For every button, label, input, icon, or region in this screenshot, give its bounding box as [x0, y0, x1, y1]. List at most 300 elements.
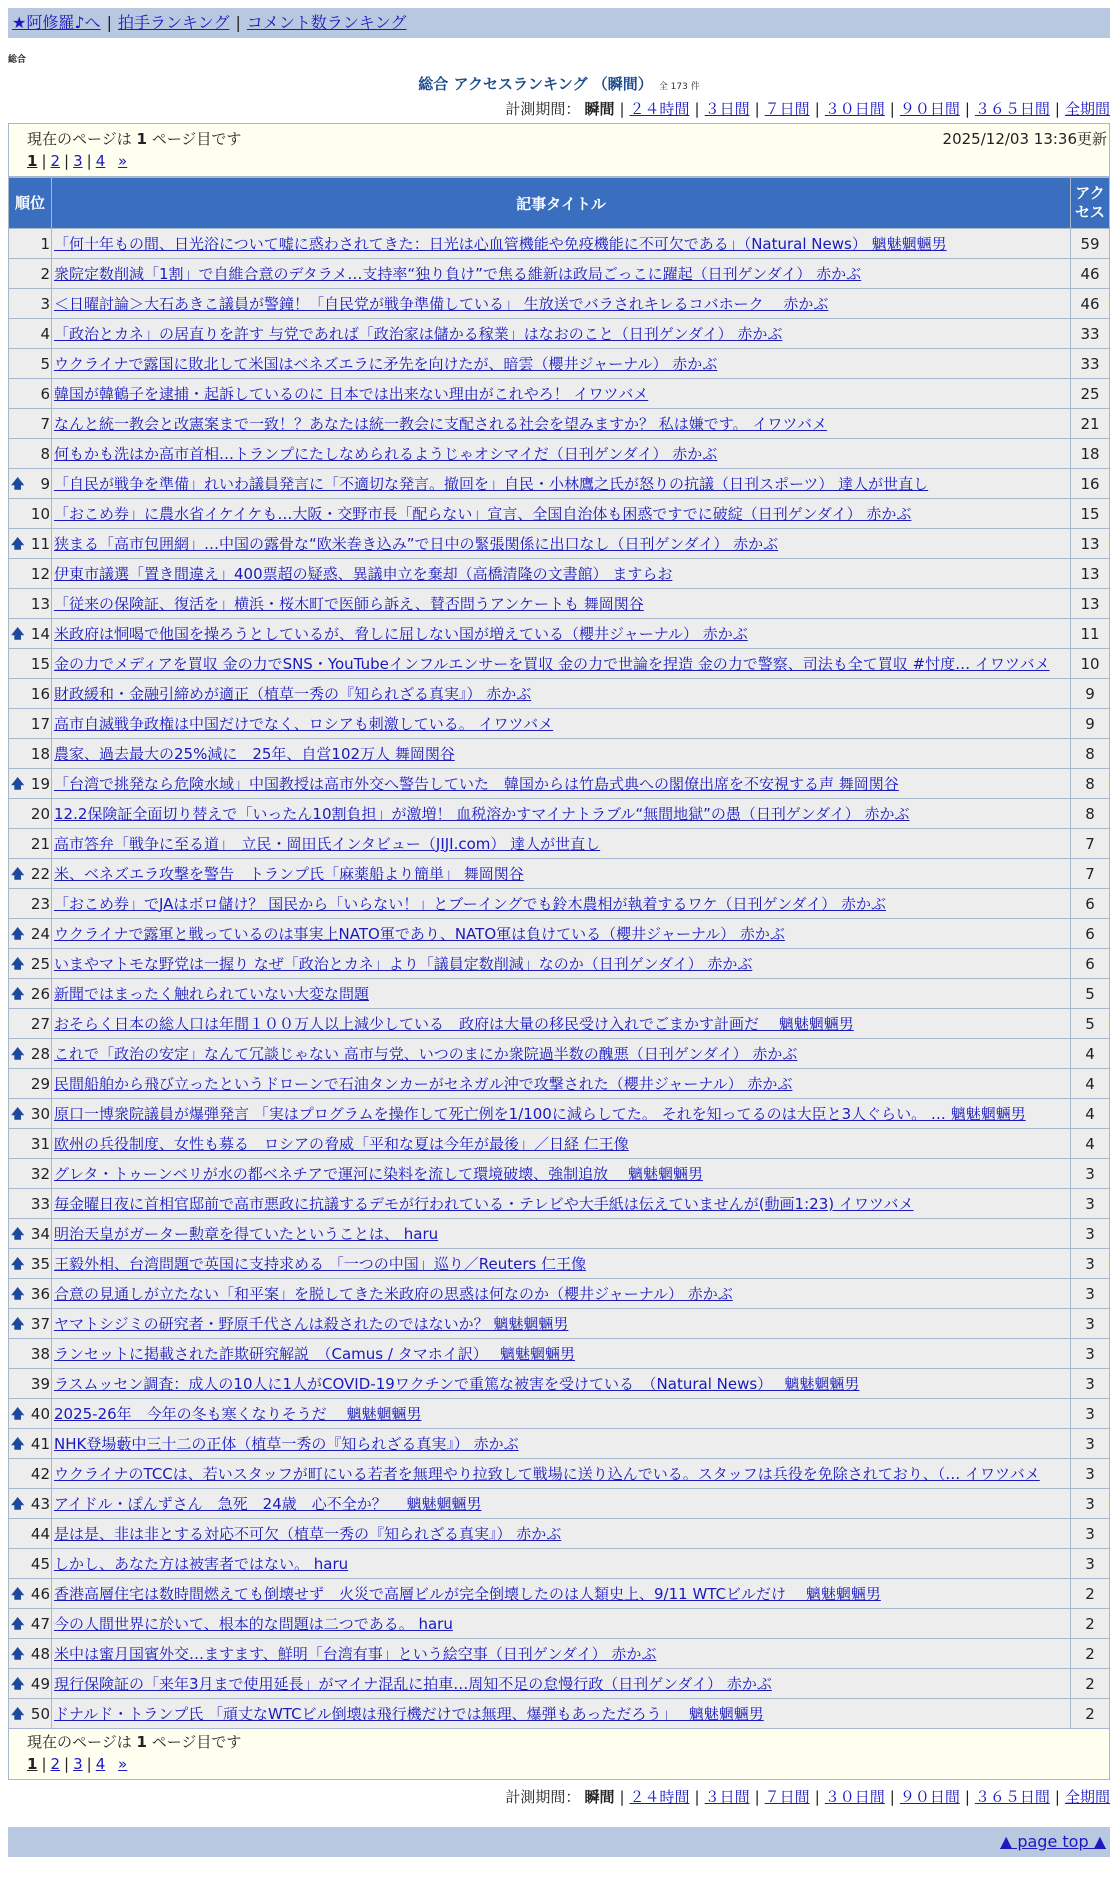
access-count: 18 [1071, 439, 1109, 468]
rank-cell [9, 859, 51, 888]
rank-number: 3 [40, 294, 50, 313]
rank-number: 21 [30, 834, 50, 853]
access-count: 9 [1071, 709, 1109, 738]
title-cell [52, 1099, 1070, 1128]
nav-separator: | [235, 13, 241, 32]
rank-cell [9, 259, 51, 288]
article-link[interactable]: ドナルド・トランプ氏 「頑丈なWTCビル倒壊は飛行機だけでは無理、爆弾もあっただろう」 魑魅魍魎男 [54, 1704, 764, 1723]
rank-cell [9, 1099, 51, 1128]
access-count: 3 [1071, 1369, 1109, 1398]
rank-cell [9, 469, 51, 498]
access-count: 3 [1071, 1459, 1109, 1488]
rank-cell [9, 1219, 51, 1248]
rank-cell [9, 1699, 51, 1728]
article-link[interactable]: しかし、あなた方は被害者ではない。 haru [54, 1554, 349, 1573]
rank-number: 41 [30, 1434, 50, 1453]
period-selector-top: 計測期間： 瞬間 | ２４時間 | ３日間 | ７日間 | ３０日間 | ９０日間 | ３６５日間 | 全期間 [505, 100, 1110, 118]
rank-number: 30 [30, 1104, 50, 1123]
title-cell [52, 1429, 1070, 1458]
rank-cell [9, 679, 51, 708]
table-row [9, 1189, 1109, 1218]
rank-number: 31 [30, 1134, 50, 1153]
title-cell [52, 439, 1070, 468]
access-count: 13 [1071, 589, 1109, 618]
rank-cell [9, 1429, 51, 1458]
rank-cell [9, 829, 51, 858]
rank-number: 23 [30, 894, 50, 913]
rank-up-arrow-icon: 🡅 [11, 536, 25, 552]
rank-cell [9, 1459, 51, 1488]
rank-number: 37 [30, 1314, 50, 1333]
title-cell [52, 859, 1070, 888]
table-row [9, 259, 1109, 288]
article-link[interactable]: 香港高層住宅は数時間燃えても倒壊せず 火災で高層ビルが完全倒壊したのは人類史上、9/11 WTCビルだけ 魑魅魍魎男 [54, 1584, 881, 1603]
rank-cell [9, 499, 51, 528]
article-link[interactable]: 衆院定数削減「1割」で自維合意のデタラメ…支持率“独り負け”で焦る維新は政局ごっこに躍起（日刊ゲンダイ） 赤かぶ [54, 264, 862, 283]
table-row [9, 889, 1109, 918]
article-link[interactable]: 「おこめ券」に農水省イケイケも…大阪・交野市長「配らない」宣言、全国自治体も困惑ですでに破綻（日刊ゲンダイ） 赤かぶ [54, 504, 912, 523]
table-row [9, 679, 1109, 708]
article-link[interactable]: ウクライナで露国に敗北して米国はベネズエラに矛先を向けたが、暗雲（櫻井ジャーナル） 赤かぶ [54, 354, 718, 373]
article-link[interactable]: 金の力でメディアを買収 金の力でSNS・YouTubeインフルエンサーを買収 金の力で世論を捏造 金の力で警察、司法も全て買収 #忖度… イワツバメ [54, 654, 1050, 673]
rank-cell [9, 589, 51, 618]
access-count: 33 [1071, 319, 1109, 348]
title-cell [52, 529, 1070, 558]
rank-cell [9, 889, 51, 918]
access-count: 3 [1071, 1249, 1109, 1278]
rank-up-arrow-icon: 🡅 [11, 776, 25, 792]
title-cell [52, 1399, 1070, 1428]
title-cell [52, 319, 1070, 348]
table-row [9, 1429, 1109, 1458]
rank-number: 11 [30, 534, 50, 553]
table-row [9, 319, 1109, 348]
rank-cell [9, 409, 51, 438]
article-link[interactable]: 財政緩和・金融引締めが適正（植草一秀の『知られざる真実』） 赤かぶ [54, 684, 532, 703]
access-count: 11 [1071, 619, 1109, 648]
article-link[interactable]: ヤマトシジミの研究者・野原千代さんは殺されたのではないか？ 魑魅魍魎男 [54, 1314, 569, 1333]
period-link-24h[interactable]: ２４時間 [629, 1788, 690, 1806]
rank-cell [9, 949, 51, 978]
rank-cell [9, 1369, 51, 1398]
table-row [9, 409, 1109, 438]
article-link[interactable]: ラスムッセン調査：成人の10人に1人がCOVID-19ワクチンで重篤な被害を受けている （Natural News） 魑魅魍魎男 [54, 1374, 860, 1393]
rank-cell [9, 1159, 51, 1188]
rank-number: 19 [30, 774, 50, 793]
rank-number: 9 [40, 474, 50, 493]
rank-cell [9, 319, 51, 348]
table-row [9, 769, 1109, 798]
title-cell [52, 1189, 1070, 1218]
article-link[interactable]: ウクライナで露軍と戦っているのは事実上NATO軍であり、NATO軍は負けている（櫻井ジャーナル） 赤かぶ [54, 924, 785, 943]
title-cell [52, 1669, 1070, 1698]
article-link[interactable]: 韓国が韓鶴子を逮捕・起訴しているのに 日本では出来ない理由がこれやろ！ イワツバメ [54, 384, 649, 403]
rank-number: 34 [30, 1224, 50, 1243]
rank-cell [9, 619, 51, 648]
page-link-4[interactable]: 4 [95, 152, 106, 170]
access-count: 3 [1071, 1279, 1109, 1308]
access-count: 33 [1071, 349, 1109, 378]
period-link-90d[interactable]: ９０日間 [899, 1788, 960, 1806]
rank-number: 43 [30, 1494, 50, 1513]
page-link-2[interactable]: 2 [50, 152, 61, 170]
access-count: 5 [1071, 1009, 1109, 1038]
period-link-all[interactable]: 全期間 [1064, 100, 1110, 118]
rank-number: 10 [30, 504, 50, 523]
rank-cell [9, 1129, 51, 1158]
rank-number: 44 [30, 1524, 50, 1543]
rank-number: 35 [30, 1254, 50, 1273]
period-link-30d[interactable]: ３０日間 [824, 100, 885, 118]
period-link-90d[interactable]: ９０日間 [899, 100, 960, 118]
rank-number: 47 [30, 1614, 50, 1633]
access-count: 3 [1071, 1189, 1109, 1218]
table-row [9, 1099, 1109, 1128]
access-count: 3 [1071, 1219, 1109, 1248]
rank-number: 6 [40, 384, 50, 403]
ranking-heading [8, 73, 1110, 94]
period-link-3d[interactable]: ３日間 [704, 100, 750, 118]
title-cell [52, 349, 1070, 378]
rank-number: 28 [30, 1044, 50, 1063]
title-cell [52, 979, 1070, 1008]
rank-cell [9, 289, 51, 318]
table-row [9, 979, 1109, 1008]
article-link[interactable]: NHK登場藪中三十二の正体（植草一秀の『知られざる真実』） 赤かぶ [54, 1434, 519, 1453]
title-cell [52, 1699, 1070, 1728]
page-links: 1 | 2 | 3 | 4 » [27, 152, 128, 170]
article-link[interactable]: 「何十年もの間、日光浴について嘘に惑わされてきた：日光は心血管機能や免疫機能に不可欠である」（Natural News） 魑魅魍魎男 [54, 234, 947, 253]
article-link[interactable]: 民間船舶から飛び立ったというドローンで石油タンカーがセネガル沖で攻撃された（櫻井ジャーナル） 赤かぶ [54, 1074, 793, 1093]
title-cell [52, 619, 1070, 648]
article-link[interactable]: おそらく日本の総人口は年間１００万人以上減少している 政府は大量の移民受け入れでごまかす計画だ 魑魅魍魎男 [54, 1014, 854, 1033]
rank-number: 26 [30, 984, 50, 1003]
table-row [9, 1069, 1109, 1098]
access-count: 9 [1071, 679, 1109, 708]
table-row [9, 499, 1109, 528]
page-next-link[interactable]: » [118, 152, 128, 170]
rank-up-arrow-icon: 🡅 [11, 1226, 25, 1242]
article-link[interactable]: ＜日曜討論＞大石あきこ議員が警鐘！「自民党が戦争準備している」 生放送でバラされキレるコバホーク 赤かぶ [54, 294, 829, 313]
rank-up-arrow-icon: 🡅 [11, 476, 25, 492]
article-link[interactable]: 12.2保険証全面切り替えで「いったん10割負担」が激増！ 血税溶かすマイナトラブル“無間地獄”の愚（日刊ゲンダイ） 赤かぶ [54, 804, 910, 823]
period-link-365d[interactable]: ３６５日間 [974, 1788, 1050, 1806]
table-row [9, 229, 1109, 258]
title-cell [52, 1519, 1070, 1548]
title-cell [52, 679, 1070, 708]
rank-number: 18 [30, 744, 50, 763]
page-top-link[interactable]: ▲ page top ▲ [999, 1832, 1106, 1851]
access-count: 8 [1071, 769, 1109, 798]
rank-number: 5 [40, 354, 50, 373]
access-count: 8 [1071, 799, 1109, 828]
table-row [9, 799, 1109, 828]
header-rank: 順位 [9, 178, 51, 228]
article-link[interactable]: 狭まる「高市包囲網」…中国の露骨な“欧米巻き込み”で日中の緊張関係に出口なし（日刊ゲンダイ） 赤かぶ [54, 534, 779, 553]
access-count: 2 [1071, 1639, 1109, 1668]
title-cell [52, 739, 1070, 768]
current-page-text: 現在のページは 1 ページ目です [27, 1733, 242, 1751]
article-link[interactable]: 明治天皇がガーター勲章を得ていたということは、 haru [54, 1224, 439, 1243]
comment-ranking-link[interactable]: コメント数ランキング [246, 13, 407, 32]
rank-number: 42 [30, 1464, 50, 1483]
table-row [9, 1609, 1109, 1638]
table-row [9, 1699, 1109, 1728]
article-link[interactable]: 米中は蜜月国賓外交…ますます、鮮明「台湾有事」という絵空事（日刊ゲンダイ） 赤かぶ [54, 1644, 657, 1663]
access-count: 59 [1071, 229, 1109, 258]
rank-number: 20 [30, 804, 50, 823]
article-link[interactable]: なんと統一教会と改憲案まで一致！？あなたは統一教会に支配される社会を望みますか？ 私は嫌です。 イワツバメ [54, 414, 828, 433]
title-cell [52, 1159, 1070, 1188]
access-count: 8 [1071, 739, 1109, 768]
article-link[interactable]: 農家、過去最大の25%減に 25年、自営102万人 舞岡関谷 [54, 744, 455, 763]
access-count: 7 [1071, 829, 1109, 858]
article-link[interactable]: 「政治とカネ」の居直りを許す 与党であれば「政治家は儲かる稼業」はなおのこと（日刊ゲンダイ） 赤かぶ [54, 324, 783, 343]
period-link-365d[interactable]: ３６５日間 [974, 100, 1050, 118]
title-cell [52, 829, 1070, 858]
table-row [9, 1459, 1109, 1488]
pagination-bottom [8, 1729, 1110, 1780]
article-link[interactable]: 「従来の保険証、復活を」横浜・桜木町で医師ら訴え、賛否問うアンケートも 舞岡関谷 [54, 594, 644, 613]
article-link[interactable]: 何もかも洗はか高市首相…トランプにたしなめられるようじゃオシマイだ（日刊ゲンダイ） 赤かぶ [54, 444, 718, 463]
rank-number: 16 [30, 684, 50, 703]
table-row [9, 1279, 1109, 1308]
rank-number: 50 [30, 1704, 50, 1723]
article-link[interactable]: グレタ・トゥーンベリが水の都ベネチアで運河に染料を流して環境破壊、強制追放 魑魅魍魎男 [54, 1164, 703, 1183]
rank-number: 8 [40, 444, 50, 463]
article-link[interactable]: 2025-26年 今年の冬も寒くなりそうだ 魑魅魍魎男 [54, 1404, 422, 1423]
article-link[interactable]: 原口一博衆院議員が爆弾発言 「実はプログラムを操作して死亡例を1/100に減らしてた。 それを知ってるのは大臣と3人ぐらい。 … 魑魅魍魎男 [54, 1104, 1026, 1123]
rank-cell [9, 1309, 51, 1338]
table-row [9, 1369, 1109, 1398]
rank-number: 12 [30, 564, 50, 583]
table-row [9, 1489, 1109, 1518]
title-cell [52, 1219, 1070, 1248]
page-link-3[interactable]: 3 [73, 152, 83, 170]
article-link[interactable]: 米政府は恫喝で他国を操ろうとしているが、脅しに屈しない国が増えている（櫻井ジャーナル） 赤かぶ [54, 624, 748, 643]
page-links: 1 | 2 | 3 | 4 » [27, 1755, 128, 1773]
page-link-4[interactable]: 4 [95, 1755, 106, 1773]
ranking-table [8, 177, 1110, 1729]
title-cell [52, 769, 1070, 798]
title-cell [52, 1369, 1070, 1398]
table-row [9, 649, 1109, 678]
rank-up-arrow-icon: 🡅 [11, 1406, 25, 1422]
access-count: 13 [1071, 559, 1109, 588]
access-count: 2 [1071, 1699, 1109, 1728]
period-selector-bottom: 計測期間： 瞬間 | ２４時間 | ３日間 | ７日間 | ３０日間 | ９０日間 | ３６５日間 | 全期間 [505, 1788, 1110, 1806]
table-row [9, 1399, 1109, 1428]
title-cell [52, 1459, 1070, 1488]
article-link[interactable]: 合意の見通しが立たない「和平案」を脱してきた米政府の思惑は何なのか（櫻井ジャーナル） 赤かぶ [54, 1284, 733, 1303]
rank-number: 49 [30, 1674, 50, 1693]
page-title: 総合 アクセスランキング （瞬間） [418, 75, 653, 93]
title-cell [52, 229, 1070, 258]
access-count: 3 [1071, 1429, 1109, 1458]
rank-up-arrow-icon: 🡅 [11, 1676, 25, 1692]
page [8, 8, 1110, 1857]
rank-cell [9, 1579, 51, 1608]
rank-cell [9, 979, 51, 1008]
article-link[interactable]: 「自民が戦争を準備」れいわ議員発言に「不適切な発言。撤回を」自民・小林鷹之氏が怒りの抗議（日刊スポーツ） 達人が世直し [54, 474, 929, 493]
article-link[interactable]: ランセットに掲載された詐欺研究解説 （Camus / タマホイ訳） 魑魅魍魎男 [54, 1344, 575, 1363]
table-row [9, 1339, 1109, 1368]
rank-cell [9, 349, 51, 378]
rank-cell [9, 1549, 51, 1578]
article-link[interactable]: いまやマトモな野党は一握り なぜ「政治とカネ」より「議員定数削減」なのか（日刊ゲンダイ） 赤かぶ [54, 954, 753, 973]
table-row [9, 1669, 1109, 1698]
rank-cell [9, 1249, 51, 1278]
rank-cell [9, 1399, 51, 1428]
article-link[interactable]: 「台湾で挑発なら危険水域」中国教授は高市外交へ警告していた 韓国からは竹島式典への閣僚出席を不安視する声 舞岡関谷 [54, 774, 899, 793]
period-link-7d[interactable]: ７日間 [764, 100, 810, 118]
rank-number: 39 [30, 1374, 50, 1393]
title-cell [52, 1609, 1070, 1638]
access-count: 10 [1071, 649, 1109, 678]
table-row [9, 559, 1109, 588]
table-row [9, 379, 1109, 408]
title-cell [52, 1249, 1070, 1278]
rank-cell [9, 1519, 51, 1548]
rank-number: 22 [30, 864, 50, 883]
title-cell [52, 919, 1070, 948]
rank-number: 27 [30, 1014, 50, 1033]
access-count: 46 [1071, 289, 1109, 318]
access-count: 3 [1071, 1549, 1109, 1578]
table-row [9, 289, 1109, 318]
table-row [9, 1549, 1109, 1578]
rank-cell [9, 1009, 51, 1038]
rank-cell [9, 1339, 51, 1368]
rank-cell [9, 1489, 51, 1518]
page-link-2[interactable]: 2 [50, 1755, 61, 1773]
title-cell [52, 709, 1070, 738]
table-row [9, 589, 1109, 618]
title-cell [52, 649, 1070, 678]
access-count: 6 [1071, 949, 1109, 978]
access-count: 2 [1071, 1609, 1109, 1638]
access-count: 25 [1071, 379, 1109, 408]
rank-cell [9, 1279, 51, 1308]
rank-number: 36 [30, 1284, 50, 1303]
article-link[interactable]: 是は是、非は非とする対応不可欠（植草一秀の『知られざる真実』） 赤かぶ [54, 1524, 562, 1543]
access-count: 2 [1071, 1669, 1109, 1698]
total-count: 全 173 件 [658, 82, 700, 92]
article-link[interactable]: 新聞ではまったく触れられていない大変な問題 [54, 984, 370, 1003]
access-count: 15 [1071, 499, 1109, 528]
article-link[interactable]: 米、ベネズエラ攻撃を警告 トランプ氏「麻薬船より簡単」 舞岡関谷 [54, 864, 524, 883]
title-cell [52, 1639, 1070, 1668]
access-count: 21 [1071, 409, 1109, 438]
table-row [9, 919, 1109, 948]
rank-number: 29 [30, 1074, 50, 1093]
rank-cell [9, 799, 51, 828]
title-cell [52, 1039, 1070, 1068]
rank-up-arrow-icon: 🡅 [11, 1616, 25, 1632]
access-count: 3 [1071, 1339, 1109, 1368]
article-link[interactable]: 現行保険証の「来年3月まで使用延長」がマイナ混乱に拍車…周知不足の怠慢行政（日刊ゲンダイ） 赤かぶ [54, 1674, 772, 1693]
rank-cell [9, 649, 51, 678]
rank-cell [9, 709, 51, 738]
period-current: 瞬間 [584, 1788, 615, 1806]
rank-up-arrow-icon: 🡅 [11, 1496, 25, 1512]
rank-cell [9, 1069, 51, 1098]
page-current: 1 [27, 1755, 38, 1773]
article-link[interactable]: 欧州の兵役制度、女性も募る ロシアの脅威「平和な夏は今年が最後」／日経 仁王像 [54, 1134, 629, 1153]
footer-bar [8, 1827, 1110, 1857]
period-link-7d[interactable]: ７日間 [764, 1788, 810, 1806]
rank-up-arrow-icon: 🡅 [11, 986, 25, 1002]
rank-cell [9, 1189, 51, 1218]
article-link[interactable]: 高市答弁「戦争に至る道」 立民・岡田氏インタビュー（JIJI.com） 達人が世直し [54, 834, 601, 853]
title-cell [52, 409, 1070, 438]
page-link-3[interactable]: 3 [73, 1755, 83, 1773]
nav-separator: | [106, 13, 112, 32]
article-link[interactable]: 高市自滅戦争政権は中国だけでなく、ロシアも刺激している。 イワツバメ [54, 714, 554, 733]
article-link[interactable]: 今の人間世界に於いて、根本的な問題は二つである。 haru [54, 1614, 453, 1633]
period-link-all[interactable]: 全期間 [1064, 1788, 1110, 1806]
access-count: 4 [1071, 1129, 1109, 1158]
rank-number: 32 [30, 1164, 50, 1183]
rank-number: 1 [40, 234, 50, 253]
page-current: 1 [27, 152, 38, 170]
article-link[interactable]: アイドル・ぽんずさん 急死 24歳 心不全か？ 魑魅魍魎男 [54, 1494, 482, 1513]
header-access: アクセス [1071, 178, 1109, 228]
rank-up-arrow-icon: 🡅 [11, 1106, 25, 1122]
rank-number: 33 [30, 1194, 50, 1213]
title-cell [52, 1069, 1070, 1098]
title-cell [52, 1489, 1070, 1518]
period-label: 計測期間： [505, 100, 581, 118]
table-row [9, 709, 1109, 738]
rank-cell [9, 439, 51, 468]
article-link[interactable]: これで「政治の安定」なんて冗談じゃない 高市与党、いつのまにか衆院過半数の醜悪（日刊ゲンダイ） 赤かぶ [54, 1044, 798, 1063]
article-link[interactable]: ウクライナのTCCは、若いスタッフが町にいる若者を無理やり拉致して戦場に送り込んでいる。スタッフは兵役を免除されており、（… イワツバメ [54, 1464, 1040, 1483]
category-label: 総合 [8, 55, 27, 65]
rank-up-arrow-icon: 🡅 [11, 626, 25, 642]
table-row [9, 1219, 1109, 1248]
article-link[interactable]: 毎金曜日夜に首相官邸前で高市悪政に抗議するデモが行われている・テレビや大手紙は伝えていませんが(動画1:23) イワツバメ [54, 1194, 914, 1213]
page-next-link[interactable]: » [118, 1755, 128, 1773]
rank-cell [9, 1669, 51, 1698]
table-row [9, 859, 1109, 888]
home-link[interactable]: ★阿修羅♪へ [12, 13, 101, 32]
access-count: 6 [1071, 919, 1109, 948]
article-link[interactable]: 伊東市議選「置き間違え」400票超の疑惑、異議申立を棄却（高橋清隆の文書館） ますらお [54, 564, 673, 583]
article-link[interactable]: 王毅外相、台湾問題で英国に支持求める 「一つの中国」巡り／Reuters 仁王像 [54, 1254, 587, 1273]
table-row [9, 1519, 1109, 1548]
period-link-24h[interactable]: ２４時間 [629, 100, 690, 118]
current-page-text: 現在のページは 1 ページ目です [27, 130, 242, 148]
clap-ranking-link[interactable]: 拍手ランキング [117, 13, 230, 32]
rank-number: 13 [30, 594, 50, 613]
top-nav-bar [8, 8, 1110, 38]
rank-number: 46 [30, 1584, 50, 1603]
rank-number: 24 [30, 924, 50, 943]
rank-up-arrow-icon: 🡅 [11, 866, 25, 882]
rank-cell [9, 739, 51, 768]
period-link-30d[interactable]: ３０日間 [824, 1788, 885, 1806]
period-label: 計測期間： [505, 1788, 581, 1806]
title-cell [52, 799, 1070, 828]
rank-number: 45 [30, 1554, 50, 1573]
period-current: 瞬間 [584, 100, 615, 118]
rank-cell [9, 229, 51, 258]
title-cell [52, 289, 1070, 318]
period-link-3d[interactable]: ３日間 [704, 1788, 750, 1806]
article-link[interactable]: 「おこめ券」でJAはボロ儲け？ 国民から「いらない！」とブーイングでも鈴木農相が執着するワケ（日刊ゲンダイ） 赤かぶ [54, 894, 887, 913]
access-count: 16 [1071, 469, 1109, 498]
